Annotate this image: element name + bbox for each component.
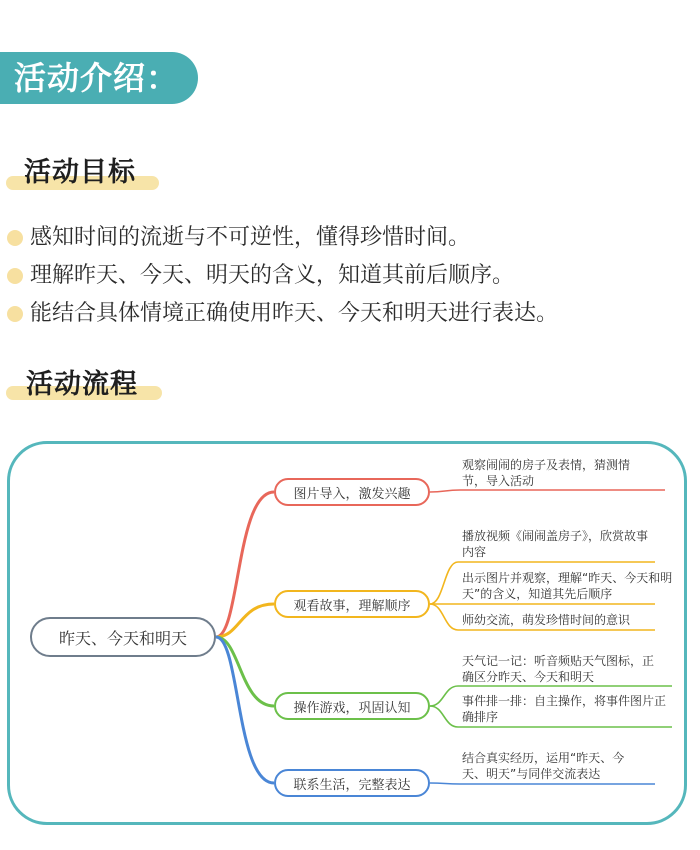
goal-item-1: 感知时间的流逝与不可逆性，懂得珍惜时间。 — [30, 225, 471, 250]
process-heading: 活动流程 — [26, 369, 138, 400]
mindmap-root-node: 昨天、今天和明天 — [30, 617, 216, 657]
connector-blue — [216, 637, 274, 783]
branch-node-story: 观看故事，理解顺序 — [274, 590, 430, 618]
leaf-story-3: 师幼交流，萌发珍惜时间的意识 — [462, 613, 631, 627]
leaf-story-1: 播放视频《闹闹盖房子》，欣赏故事内容 — [462, 529, 649, 559]
goal-item-3: 能结合具体情境正确使用昨天、今天和明天进行表达。 — [30, 301, 559, 326]
intro-title: 活动介绍： — [14, 59, 180, 97]
goal-item-2: 理解昨天、今天、明天的含义，知道其前后顺序。 — [30, 263, 515, 288]
leaf-story-2: 出示图片并观察，理解“昨天、今天和明天”的含义，知道其先后顺序 — [462, 571, 673, 601]
goals-heading: 活动目标 — [24, 157, 136, 188]
leaf-line-blue — [430, 783, 655, 784]
leaf-line-red — [430, 490, 665, 492]
leaf-life-1: 结合真实经历，运用“昨天、今天、明天”与同伴交流表达 — [462, 751, 625, 781]
leaf-intro-1: 观察闹闹的房子及表情，猜测情节，导入活动 — [462, 458, 631, 488]
branch-node-life: 联系生活，完整表达 — [274, 769, 430, 797]
leaf-game-2: 事件排一排：自主操作，将事件图片正确排序 — [462, 694, 667, 724]
leaf-game-1: 天气记一记：听音频贴天气图标，正确区分昨天、今天和明天 — [462, 654, 655, 684]
branch-node-intro: 图片导入，激发兴趣 — [274, 478, 430, 506]
branch-node-game: 操作游戏，巩固认知 — [274, 692, 430, 720]
